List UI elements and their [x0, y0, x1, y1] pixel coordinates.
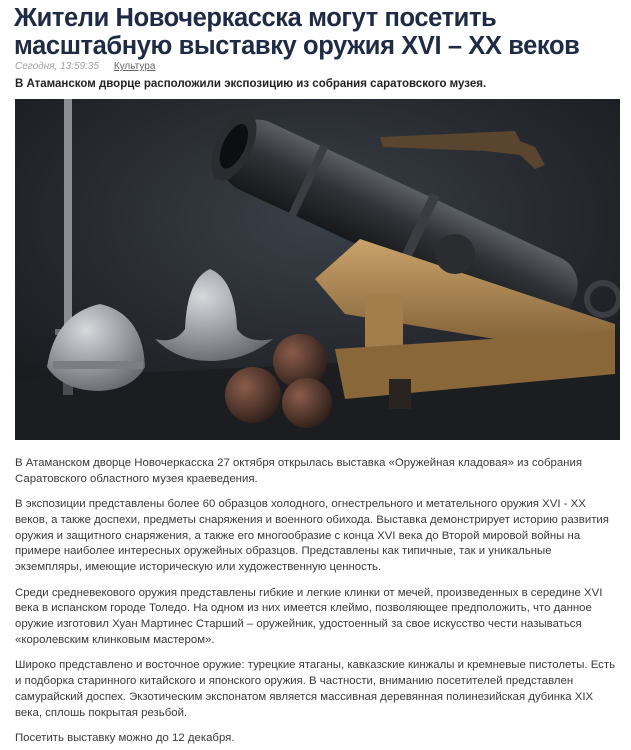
article-photo [15, 99, 620, 440]
article-title: Жители Новочеркасска могут посетить масштабную выставку оружия XVI – XX веков [14, 4, 580, 60]
weapons-exhibit-image [15, 99, 620, 440]
article-paragraph: В Атаманском дворце Новочеркасска 27 октября открылась выставка «Оружейная кладовая» из собрания Саратовского областного музея краеведения. [15, 457, 583, 485]
article-paragraph: В экспозиции представлены более 60 образцов холодного, огнестрельного и метательного оружия XVI - XX веков, а также доспехи, предметы снаряжения и военного обихода. Выставка демонстрирует историю развития оружия и защитного снаряжения, а также его многообразие с конца XVI века до Второй мировой войны на примере наиболее интересных оружейных образцов. Представлены как типичные, так и уникальные экземпляры, имеющие историческую или художественную ценность. [15, 498, 609, 574]
article-meta [15, 61, 155, 72]
article-body [15, 456, 620, 750]
article-timestamp: Сегодня, 13:59:35 [15, 61, 100, 72]
article-paragraph: Среди средневекового оружия представлены гибкие и легкие клинки от мечей, произведенных в середине XVI века в испанском городе Толедо. На одном из них имеется клеймо, позволяющее предположить, что данное оружие изготовил Хуан Мартинес Старший – оружейник, удостоенный за свое искусство чести называться «королевским клинковым мастером». [15, 586, 603, 646]
article-paragraph: Широко представлено и восточное оружие: турецкие ятаганы, кавказские кинжалы и кремневые пистолеты. Есть и подборка старинного китайского и японского оружия. В частности, вниманию посетителей представлен самурайский доспех. Экзотическим экспонатом является массивная деревянная полинезийская дубинка XIX века, сплошь покрытая резьбой. [15, 659, 616, 719]
article-lead: В Атаманском дворце расположили экспозицию из собрания саратовского музея. [15, 78, 487, 90]
article-paragraph: Посетить выставку можно до 12 декабря. [15, 731, 235, 744]
category-link[interactable]: Культура [113, 61, 156, 72]
